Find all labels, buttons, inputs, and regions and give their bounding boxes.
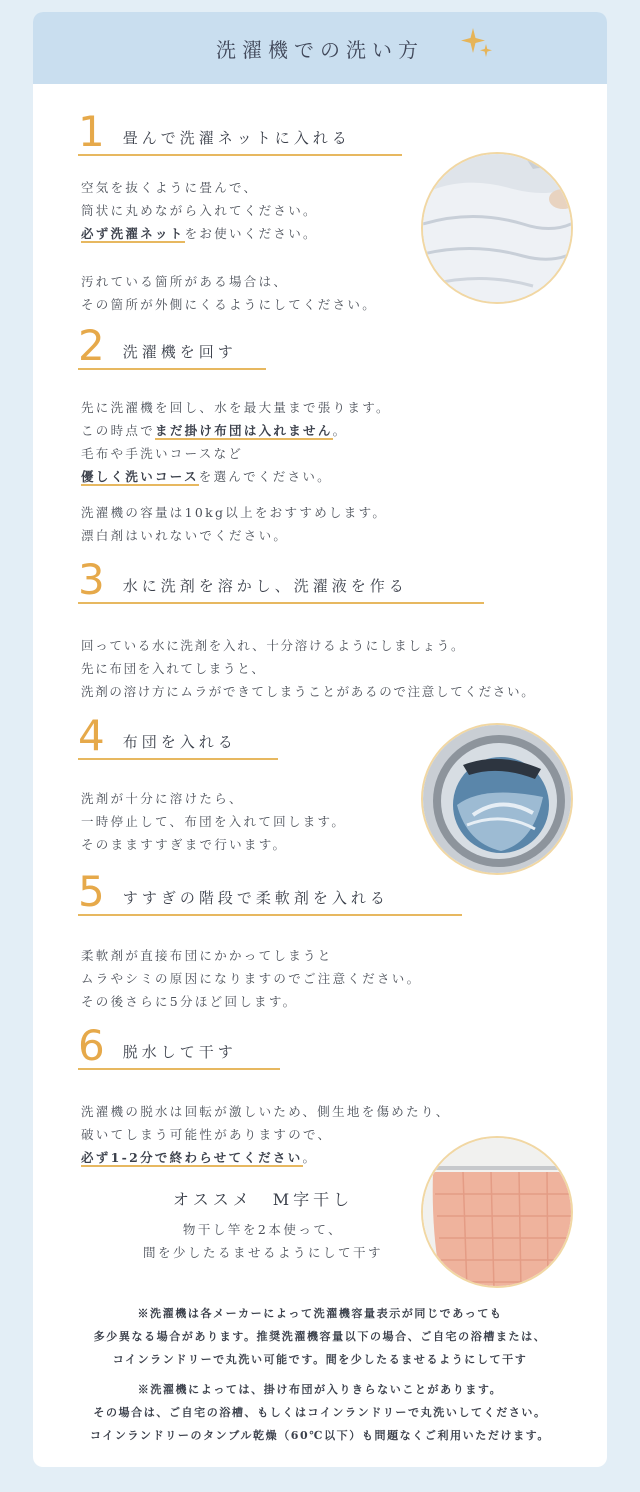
step-4-heading — [78, 711, 278, 760]
text-line: そのまますすぎまで行います。 — [81, 837, 288, 852]
step-number: 5 — [78, 867, 105, 916]
text-line: ※洗濯機によっては、掛け布団が入りきらないことがあります。 — [137, 1383, 503, 1396]
text-line — [81, 1146, 451, 1169]
text-line: 毛布や手洗いコースなど — [81, 446, 244, 461]
text-line: 一時停止して、布団を入れて回します。 — [81, 814, 347, 829]
step-number: 3 — [78, 555, 105, 604]
step-title: 布団を入れる — [122, 733, 237, 751]
recommendation-block — [113, 1187, 413, 1264]
recommendation-body — [113, 1218, 413, 1264]
recommendation-title: オススメ M字干し — [172, 1190, 354, 1209]
text-line: 洗剤の溶け方にムラができてしまうことがあるので注意してください。 — [81, 684, 536, 699]
text-span: 。 — [332, 423, 348, 438]
step-title: 脱水して干す — [122, 1043, 237, 1061]
emphasis-text: まだ掛け布団は入れません — [155, 423, 333, 438]
text-line: 柔軟剤が直接布団にかかってしまうと — [81, 948, 333, 963]
step-2-text-a — [81, 396, 391, 488]
step-number: 6 — [78, 1021, 105, 1070]
step-1-text-b — [81, 270, 377, 316]
text-line — [81, 465, 391, 488]
text-line: その後さらに5分ほど回します。 — [81, 994, 298, 1009]
step-3-heading — [78, 555, 484, 604]
text-line: 漂白剤はいれないでください。 — [81, 528, 289, 543]
text-line: 空気を抜くように畳んで、 — [81, 180, 259, 195]
text-line: 多少異なる場合があります。推奨洗濯機容量以下の場合、ご自宅の浴槽または、 — [93, 1330, 547, 1343]
text-line: その箇所が外側にくるようにしてください。 — [81, 297, 378, 312]
sparkle-icon — [459, 26, 495, 62]
emphasis-text: 必ず洗濯ネット — [81, 226, 185, 241]
step-1-heading — [78, 107, 402, 156]
emphasis-text: 必ず1-2分で終わらせてください — [81, 1150, 303, 1165]
folded-futon-image — [421, 152, 573, 304]
step-2-text-b — [81, 501, 387, 547]
text-line: 筒状に丸めながら入れてください。 — [81, 203, 318, 218]
caution-note-1 — [33, 1302, 607, 1371]
text-line: 先に洗濯機を回し、水を最大量まで張ります。 — [81, 400, 391, 415]
text-line: 洗濯機の脱水は回転が激しいため、側生地を傷めたり、 — [81, 1104, 451, 1119]
header — [33, 12, 607, 84]
washing-machine-image — [421, 723, 573, 875]
emphasis-text: 優しく洗いコース — [81, 469, 199, 484]
text-span: を選んでください。 — [198, 469, 332, 484]
step-4-text — [81, 787, 346, 856]
text-line: 洗剤が十分に溶けたら、 — [81, 791, 244, 806]
step-1-text-a — [81, 176, 318, 245]
step-6-text — [81, 1100, 451, 1169]
step-title: すすぎの階段で柔軟剤を入れる — [122, 889, 389, 907]
step-title: 洗濯機を回す — [122, 343, 237, 361]
step-number: 4 — [78, 711, 105, 760]
text-line: コインランドリーで丸洗い可能です。間を少したるませるようにして干す — [112, 1353, 528, 1366]
text-span: この時点で — [81, 423, 156, 438]
step-title: 畳んで洗濯ネットに入れる — [122, 129, 351, 147]
step-3-text — [81, 634, 535, 703]
hanging-futon-image — [421, 1136, 573, 1288]
step-2-heading — [78, 321, 266, 370]
text-line — [81, 419, 391, 442]
step-5-text — [81, 944, 421, 1013]
step-number: 2 — [78, 321, 105, 370]
step-6-heading — [78, 1021, 280, 1070]
text-line: 破いてしまう可能性がありますので、 — [81, 1127, 333, 1142]
text-line: ムラやシミの原因になりますのでご注意ください。 — [81, 971, 422, 986]
text-line: 間を少したるませるようにして干す — [142, 1245, 383, 1260]
instruction-card — [33, 12, 607, 1467]
text-line: 回っている水に洗剤を入れ、十分溶けるようにしましょう。 — [81, 638, 466, 653]
text-line: ※洗濯機は各メーカーによって洗濯機容量表示が同じであっても — [137, 1307, 503, 1320]
text-line: 先に布団を入れてしまうと、 — [81, 661, 266, 676]
page-title: 洗濯機での洗い方 — [216, 38, 424, 62]
text-span: をお使いください。 — [184, 226, 318, 241]
text-line: その場合は、ご自宅の浴槽、もしくはコインランドリーで丸洗いしてください。 — [93, 1406, 547, 1419]
text-line: 洗濯機の容量は10kg以上をおすすめします。 — [81, 505, 388, 520]
text-span: 。 — [302, 1150, 318, 1165]
text-line — [81, 222, 318, 245]
step-5-heading — [78, 867, 462, 916]
step-title: 水に洗剤を溶かし、洗濯液を作る — [122, 577, 408, 595]
step-number: 1 — [78, 107, 105, 156]
text-line: 物干し竿を2本使って、 — [182, 1222, 344, 1237]
caution-note-2 — [33, 1378, 607, 1447]
text-line: コインランドリーのタンブル乾燥（60℃以下）も問題なくご利用いただけます。 — [89, 1429, 551, 1442]
text-line: 汚れている箇所がある場合は、 — [81, 274, 289, 289]
